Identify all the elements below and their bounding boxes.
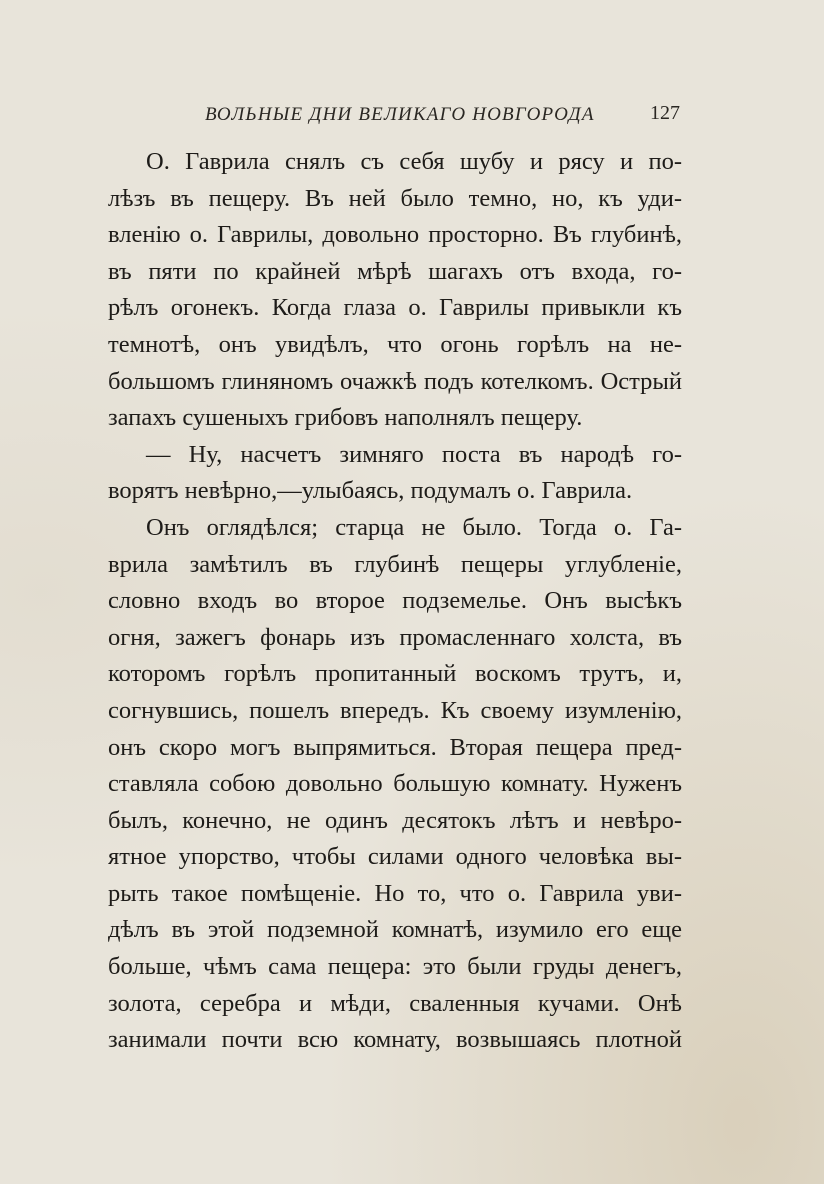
text-line: лѣзъ въ пещеру. Въ ней было темно, но, къ уди- [108, 184, 682, 212]
text-line: словно входъ во второе подземелье. Онъ высѣкъ [108, 587, 682, 615]
text-line: — Ну, насчетъ зимняго поста въ народѣ го- [146, 440, 682, 468]
text-line: занимали почти всю комнату, возвышаясь плотной [108, 1026, 682, 1054]
text-line: въ пяти по крайней мѣрѣ шагахъ отъ входа, го- [108, 257, 682, 285]
text-line: ставляла собою довольно большую комнату. Нуженъ [108, 770, 682, 798]
text-line: ятное упорство, чтобы силами одного человѣка вы- [108, 843, 682, 871]
text-line: О. Гаврила снялъ съ себя шубу и рясу и по- [146, 148, 682, 175]
text-line: онъ скоро могъ выпрямиться. Вторая пещера пред- [108, 733, 682, 761]
text-line: золота, серебра и мѣди, сваленныя кучами. Онѣ [108, 989, 682, 1017]
text-line: рѣлъ огонекъ. Когда глаза о. Гаврилы привыкли къ [108, 294, 682, 322]
text-line: дѣлъ въ этой подземной комнатѣ, изумило его еще [108, 916, 682, 944]
text-line: ворятъ невѣрно,—улыбаясь, подумалъ о. Гаврила. [108, 477, 633, 505]
text-line: Онъ оглядѣлся; старца не было. Тогда о. Га- [146, 513, 682, 541]
page-number: 127 [650, 102, 680, 124]
text-line: врила замѣтилъ въ глубинѣ пещеры углубленіе, [108, 550, 682, 578]
text-line: которомъ горѣлъ пропитанный воскомъ трутъ, и, [108, 660, 682, 688]
running-title: ВОЛЬНЫЕ ДНИ ВЕЛИКАГО НОВГОРОДА [205, 104, 595, 125]
text-line: огня, зажегъ фонарь изъ промасленнаго холста, въ [108, 623, 682, 651]
text-line: большомъ глиняномъ очажкѣ подъ котелкомъ. Острый [108, 367, 682, 395]
text-line: былъ, конечно, не одинъ десятокъ лѣтъ и невѣро- [108, 806, 682, 834]
body-text [108, 144, 682, 1059]
text-line: рыть такое помѣщеніе. Но то, что о. Гаврила уви- [108, 879, 682, 907]
text-line: темнотѣ, онъ увидѣлъ, что огонь горѣлъ на не- [108, 330, 682, 358]
text-line: больше, чѣмъ сама пещера: это были груды денегъ, [108, 953, 682, 981]
text-line: вленію о. Гаврилы, довольно просторно. Въ глубинѣ, [108, 221, 682, 249]
page-header [205, 100, 680, 128]
text-line: согнувшись, пошелъ впередъ. Къ своему изумленію, [108, 696, 682, 724]
text-line: запахъ сушеныхъ грибовъ наполнялъ пещеру. [108, 404, 583, 432]
